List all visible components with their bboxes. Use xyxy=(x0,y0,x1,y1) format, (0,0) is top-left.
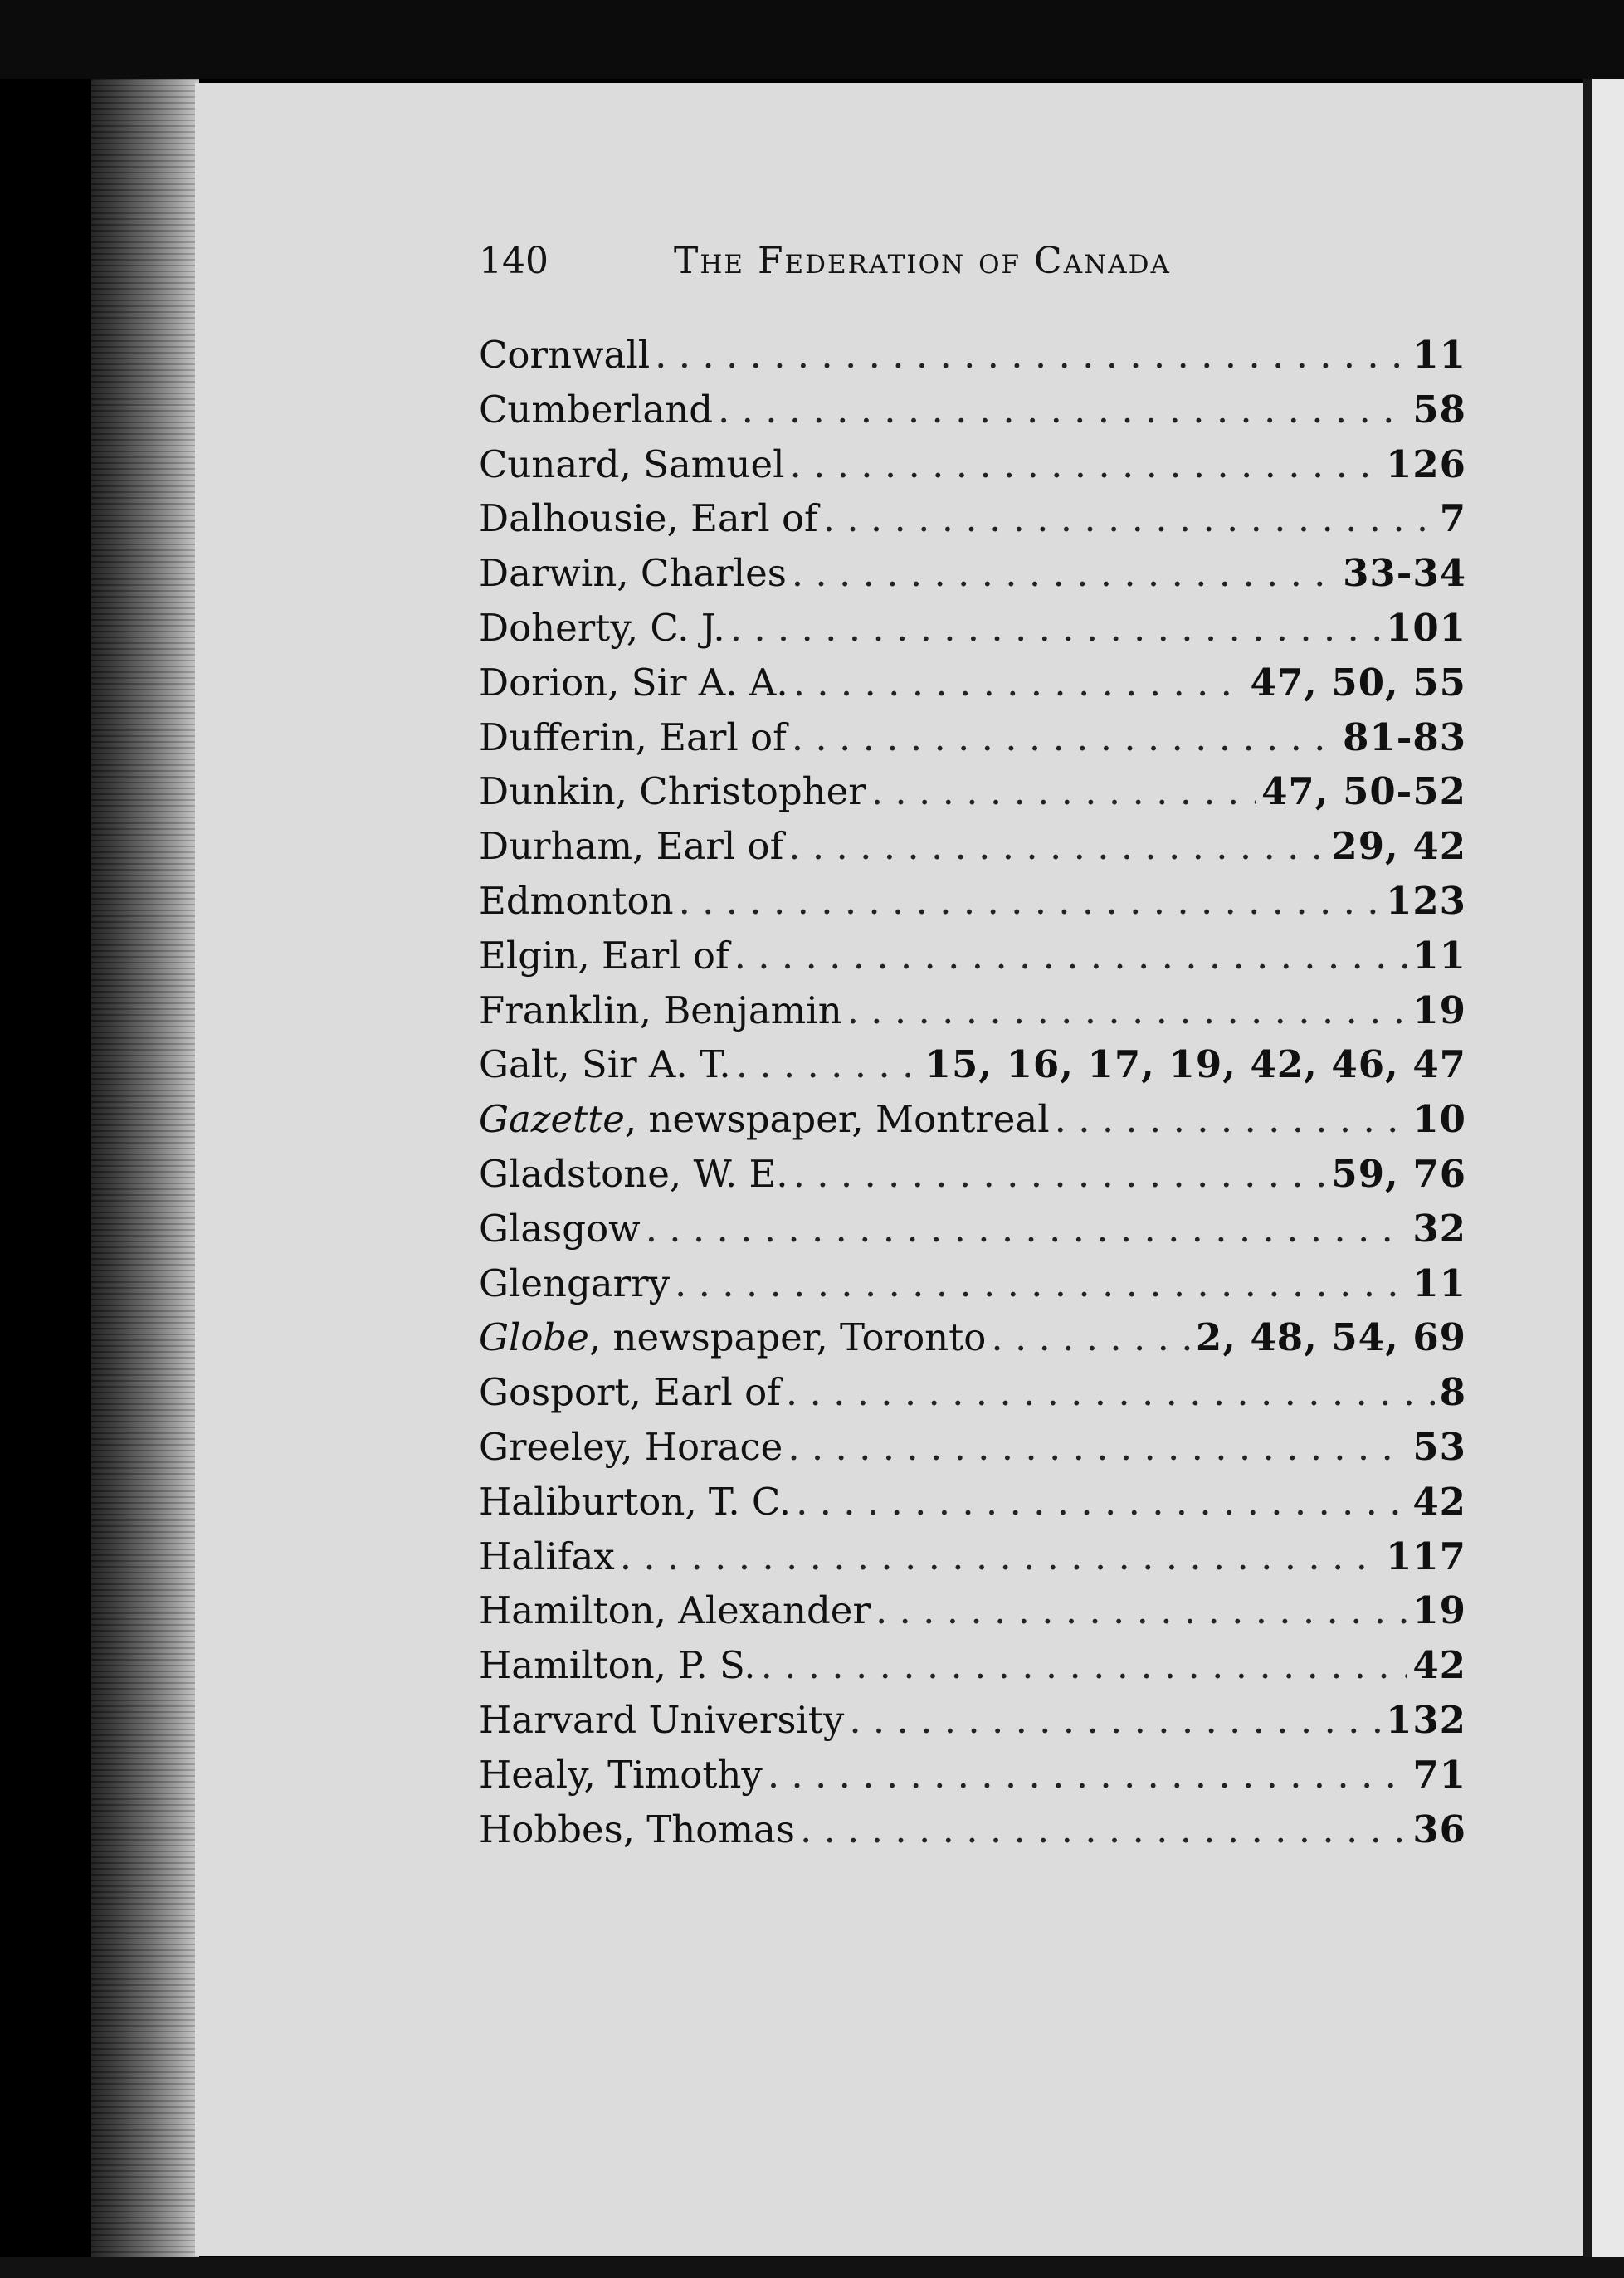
scan-right-margin xyxy=(1592,79,1624,2270)
index-entry xyxy=(479,546,1466,601)
index-entry xyxy=(479,1583,1466,1638)
index-entry xyxy=(479,1638,1466,1693)
index-entry xyxy=(479,819,1466,874)
index-page-refs: 42 xyxy=(1412,1479,1466,1524)
index-entry xyxy=(479,1365,1466,1420)
index-entry xyxy=(479,983,1466,1038)
index-term-text: Franklin, Benjamin xyxy=(479,988,842,1032)
dot-leader xyxy=(789,437,1381,492)
index-page-refs: 126 xyxy=(1386,441,1466,486)
index-term xyxy=(479,1638,756,1693)
index-term-text: Dufferin, Earl of xyxy=(479,715,787,759)
index-term xyxy=(479,710,787,765)
index-term-text: Gosport, Earl of xyxy=(479,1370,781,1415)
dot-leader xyxy=(768,1748,1408,1802)
index-page-refs: 11 xyxy=(1412,1261,1466,1305)
index-term xyxy=(479,1256,670,1311)
index-term-text: Galt, Sir A. T. xyxy=(479,1042,731,1087)
running-head xyxy=(479,237,1275,286)
index-entry xyxy=(479,1748,1466,1802)
index-page-refs: 71 xyxy=(1412,1752,1466,1797)
index-term-text: Harvard University xyxy=(479,1697,845,1742)
index-term-text: Cunard, Samuel xyxy=(479,441,785,486)
index-entry xyxy=(479,710,1466,765)
dot-leader xyxy=(792,710,1338,765)
index-term xyxy=(479,328,650,383)
index-page-refs: 19 xyxy=(1412,1588,1466,1633)
index-entry xyxy=(479,1037,1466,1092)
index-term xyxy=(479,874,674,929)
index-page-refs: 81-83 xyxy=(1343,715,1466,759)
scan-top-border xyxy=(0,0,1624,79)
dot-leader xyxy=(796,1475,1407,1529)
index-term-text: Hamilton, Alexander xyxy=(479,1588,871,1633)
dot-leader xyxy=(736,1037,920,1092)
index-term-italic: Globe xyxy=(479,1315,589,1360)
index-term xyxy=(479,437,784,492)
dot-leader xyxy=(847,983,1408,1038)
index-page-refs: 47, 50-52 xyxy=(1261,769,1466,814)
index-page-refs: 33-34 xyxy=(1343,551,1466,596)
index-entry xyxy=(479,1802,1466,1857)
dot-leader xyxy=(800,1802,1407,1857)
index-page-refs: 58 xyxy=(1412,387,1466,432)
index-term xyxy=(479,1583,871,1638)
index-term xyxy=(479,1310,986,1365)
index-page-refs: 7 xyxy=(1439,496,1466,541)
dot-leader xyxy=(793,656,1246,710)
dot-leader xyxy=(823,491,1435,546)
dot-leader xyxy=(655,328,1407,383)
index-term xyxy=(479,819,783,874)
dot-leader xyxy=(875,1583,1407,1638)
index-term-text: Glasgow xyxy=(479,1206,641,1251)
index-term xyxy=(479,1147,788,1202)
index-term-text: Gladstone, W. E. xyxy=(479,1151,788,1196)
index-term-text: Edmonton xyxy=(479,878,674,923)
index-term-text: Dunkin, Christopher xyxy=(479,769,866,814)
index-term-text: Cumberland xyxy=(479,387,714,432)
index-term-text: Durham, Earl of xyxy=(479,824,784,869)
index-page-refs: 132 xyxy=(1386,1697,1466,1742)
index-term-italic: Gazette xyxy=(479,1097,625,1142)
index-term-text: Glengarry xyxy=(479,1261,671,1305)
index-page-refs: 15, 16, 17, 19, 42, 46, 47 xyxy=(924,1042,1466,1087)
index-term xyxy=(479,1037,731,1092)
index-entry xyxy=(479,764,1466,819)
index-page-refs: 11 xyxy=(1412,333,1466,377)
index-page-refs: 11 xyxy=(1412,933,1466,978)
dot-leader xyxy=(792,546,1338,601)
index-term xyxy=(479,656,788,710)
index-term-text: , newspaper, Montreal xyxy=(624,1097,1050,1142)
index-term xyxy=(479,1365,781,1420)
index-term xyxy=(479,1202,641,1256)
index-entry xyxy=(479,929,1466,983)
scan-bottom-border xyxy=(0,2257,1624,2278)
index-term xyxy=(479,601,725,656)
book-gutter-texture xyxy=(91,79,199,2270)
index-entry xyxy=(479,1202,1466,1256)
index-term xyxy=(479,929,729,983)
index-entry xyxy=(479,1092,1466,1147)
book-title: The Federation of Canada xyxy=(674,240,1171,282)
dot-leader xyxy=(1055,1092,1408,1147)
index-term-text: Cornwall xyxy=(479,333,651,377)
index-page-refs: 36 xyxy=(1412,1807,1466,1851)
index-term xyxy=(479,383,713,437)
index-term-text: Dalhousie, Earl of xyxy=(479,496,818,541)
index-page-refs: 123 xyxy=(1386,878,1466,923)
index-page-refs: 2, 48, 54, 69 xyxy=(1195,1315,1466,1360)
index-page-refs: 10 xyxy=(1412,1097,1466,1142)
index-entry xyxy=(479,491,1466,546)
dot-leader xyxy=(871,764,1256,819)
index-term-text: Halifax xyxy=(479,1534,615,1578)
index-page-refs: 8 xyxy=(1439,1370,1466,1415)
index-entry xyxy=(479,1529,1466,1584)
index-term xyxy=(479,764,866,819)
index-page-refs: 117 xyxy=(1386,1534,1466,1578)
index-term xyxy=(479,1529,615,1584)
dot-leader xyxy=(788,1420,1407,1475)
index-page-refs: 32 xyxy=(1412,1206,1466,1251)
dot-leader xyxy=(761,1638,1408,1693)
dot-leader xyxy=(788,819,1326,874)
dot-leader xyxy=(991,1310,1190,1365)
dot-leader xyxy=(849,1693,1381,1748)
page-number: 140 xyxy=(479,240,549,282)
dot-leader xyxy=(718,383,1407,437)
index-term-text: Hobbes, Thomas xyxy=(479,1807,795,1851)
dot-leader xyxy=(793,1147,1327,1202)
index-term xyxy=(479,491,818,546)
dot-leader xyxy=(646,1202,1408,1256)
index-page-refs: 19 xyxy=(1412,988,1466,1032)
index-term xyxy=(479,1693,844,1748)
index-entry xyxy=(479,383,1466,437)
index-term-text: Dorion, Sir A. A. xyxy=(479,660,788,705)
index-page-refs: 47, 50, 55 xyxy=(1250,660,1466,705)
index-term xyxy=(479,546,787,601)
index-page-refs: 42 xyxy=(1412,1643,1466,1688)
index-term xyxy=(479,983,842,1038)
index-entry xyxy=(479,1693,1466,1748)
index-entry xyxy=(479,1147,1466,1202)
dot-leader xyxy=(786,1365,1435,1420)
index-entry xyxy=(479,1420,1466,1475)
scan-right-border xyxy=(1583,79,1592,2270)
dot-leader xyxy=(679,874,1382,929)
index-term-text: Darwin, Charles xyxy=(479,551,787,596)
index-page-refs: 59, 76 xyxy=(1331,1151,1466,1196)
index-term-text: Healy, Timothy xyxy=(479,1752,763,1797)
index-entry xyxy=(479,328,1466,383)
dot-leader xyxy=(620,1529,1381,1584)
index-entry xyxy=(479,1310,1466,1365)
index-entry xyxy=(479,1256,1466,1311)
index-term xyxy=(479,1802,795,1857)
index-term-text: Elgin, Earl of xyxy=(479,933,729,978)
index-entry xyxy=(479,1475,1466,1529)
dot-leader xyxy=(730,601,1381,656)
index-term-text: , newspaper, Toronto xyxy=(588,1315,987,1360)
index-page-refs: 53 xyxy=(1412,1424,1466,1469)
index-entry xyxy=(479,874,1466,929)
index-term xyxy=(479,1420,783,1475)
index-entry xyxy=(479,437,1466,492)
index-list xyxy=(479,328,1466,1856)
index-term-text: Hamilton, P. S. xyxy=(479,1643,756,1688)
index-term-text: Greeley, Horace xyxy=(479,1424,783,1469)
index-term xyxy=(479,1475,791,1529)
index-page-refs: 29, 42 xyxy=(1331,824,1466,869)
index-term-text: Doherty, C. J. xyxy=(479,605,725,650)
index-entry xyxy=(479,656,1466,710)
index-term-text: Haliburton, T. C. xyxy=(479,1479,792,1524)
dot-leader xyxy=(675,1256,1407,1311)
index-term xyxy=(479,1748,763,1802)
index-page-refs: 101 xyxy=(1386,605,1466,650)
index-term xyxy=(479,1092,1050,1147)
index-entry xyxy=(479,601,1466,656)
dot-leader xyxy=(734,929,1408,983)
